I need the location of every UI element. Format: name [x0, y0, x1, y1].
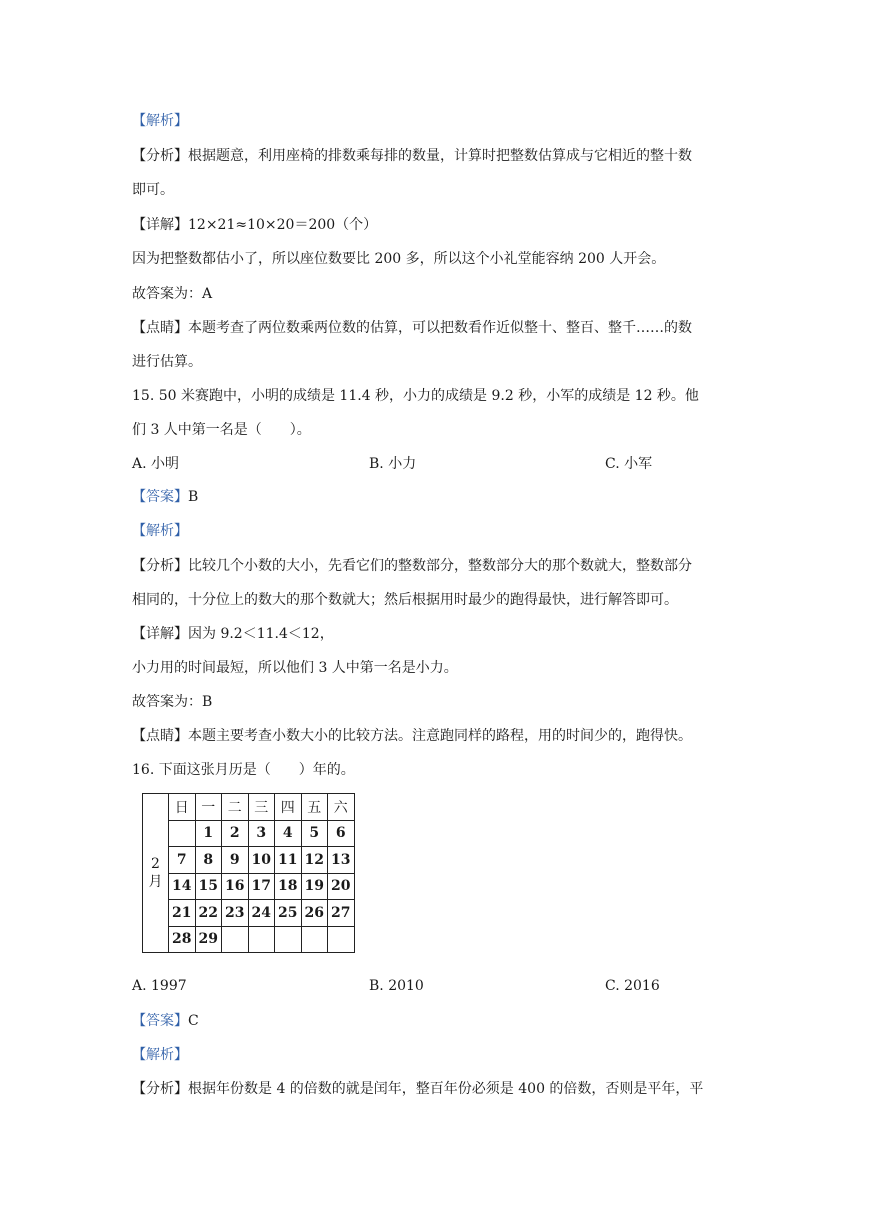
analysis-line: 相同的，十分位上的数大的那个数就大；然后根据用时最少的跑得最快，进行解答即可。	[132, 592, 678, 608]
day-cell	[275, 926, 302, 953]
remark-line: 进行估算。	[132, 354, 202, 370]
q16-option-a: A. 1997	[132, 978, 187, 994]
day-cell: 22	[195, 900, 222, 927]
q15-option-c: C. 小军	[605, 456, 653, 472]
day-cell: 29	[195, 926, 222, 953]
weekday-header: 一	[195, 794, 222, 821]
day-cell: 28	[169, 926, 196, 953]
day-cell: 24	[248, 900, 275, 927]
day-cell: 7	[169, 847, 196, 874]
q15-answer	[132, 487, 198, 507]
jiexi-heading-2: 【解析】	[132, 523, 188, 539]
weekday-header: 六	[328, 794, 355, 821]
answer-line: 故答案为：A	[132, 286, 213, 302]
day-cell	[301, 926, 328, 953]
day-cell: 16	[222, 873, 249, 900]
day-cell: 18	[275, 873, 302, 900]
q16-option-c: C. 2016	[605, 978, 660, 994]
day-cell: 8	[195, 847, 222, 874]
answer-value: B	[188, 489, 199, 505]
question-16-text: 16. 下面这张月历是（ ）年的。	[132, 762, 355, 778]
analysis-line: 即可。	[132, 182, 174, 198]
day-cell: 5	[301, 820, 328, 847]
analysis-line: 【分析】根据年份数是 4 的倍数的就是闰年，整百年份必须是 400 的倍数，否则是平年，平	[132, 1081, 704, 1097]
day-cell: 14	[169, 873, 196, 900]
detail-line: 【详解】因为 9.2＜11.4＜12，	[132, 626, 334, 642]
day-cell: 10	[248, 847, 275, 874]
answer-line: 故答案为：B	[132, 694, 213, 710]
day-cell: 15	[195, 873, 222, 900]
day-cell: 23	[222, 900, 249, 927]
detail-text: 因为把整数都估小了，所以座位数要比 200 多，所以这个小礼堂能容纳 200 人开会。	[132, 251, 666, 267]
weekday-header: 四	[275, 794, 302, 821]
answer-tag: 【答案】	[132, 489, 188, 505]
day-cell: 1	[195, 820, 222, 847]
weekday-header: 日	[169, 794, 196, 821]
day-cell	[222, 926, 249, 953]
day-cell: 3	[248, 820, 275, 847]
analysis-line: 【分析】比较几个小数的大小，先看它们的整数部分，整数部分大的那个数就大，整数部分	[132, 558, 692, 574]
day-cell: 6	[328, 820, 355, 847]
day-cell: 17	[248, 873, 275, 900]
jiexi-heading-1: 【解析】	[132, 113, 188, 129]
day-cell	[169, 820, 196, 847]
weekday-header: 二	[222, 794, 249, 821]
month-char: 月	[148, 874, 163, 890]
day-cell: 12	[301, 847, 328, 874]
day-cell: 9	[222, 847, 249, 874]
answer-tag: 【答案】	[132, 1013, 188, 1029]
jiexi-heading-3: 【解析】	[132, 1047, 188, 1063]
q15-option-a: A. 小明	[132, 456, 180, 472]
month-number: 2	[151, 856, 160, 872]
day-cell: 2	[222, 820, 249, 847]
q15-option-b: B. 小力	[369, 456, 417, 472]
q16-answer	[132, 1011, 199, 1031]
day-cell: 19	[301, 873, 328, 900]
day-cell: 4	[275, 820, 302, 847]
weekday-header: 三	[248, 794, 275, 821]
detail-line: 【详解】12×21≈10×20＝200（个）	[132, 217, 378, 233]
day-cell: 21	[169, 900, 196, 927]
day-cell: 11	[275, 847, 302, 874]
question-15-text: 们 3 人中第一名是（ ）。	[132, 422, 311, 438]
weekday-header: 五	[301, 794, 328, 821]
day-cell: 25	[275, 900, 302, 927]
day-cell: 20	[328, 873, 355, 900]
calendar-month-label	[143, 794, 169, 953]
day-cell: 26	[301, 900, 328, 927]
q16-option-b: B. 2010	[369, 978, 424, 994]
remark-line: 【点睛】本题主要考查小数大小的比较方法。注意跑同样的路程，用的时间少的，跑得快。	[132, 728, 692, 744]
question-15-text: 15. 50 米赛跑中，小明的成绩是 11.4 秒，小力的成绩是 9.2 秒，小军的成绩是 12 秒。他	[132, 388, 699, 404]
day-cell	[248, 926, 275, 953]
answer-value: C	[188, 1013, 199, 1029]
detail-text: 小力用的时间最短，所以他们 3 人中第一名是小力。	[132, 660, 458, 676]
day-cell: 13	[328, 847, 355, 874]
calendar-table	[142, 793, 355, 953]
day-cell	[328, 926, 355, 953]
analysis-line: 【分析】根据题意，利用座椅的排数乘每排的数量，计算时把整数估算成与它相近的整十数	[132, 148, 692, 164]
remark-line: 【点睛】本题考查了两位数乘两位数的估算，可以把数看作近似整十、整百、整千……的数	[132, 320, 692, 336]
day-cell: 27	[328, 900, 355, 927]
